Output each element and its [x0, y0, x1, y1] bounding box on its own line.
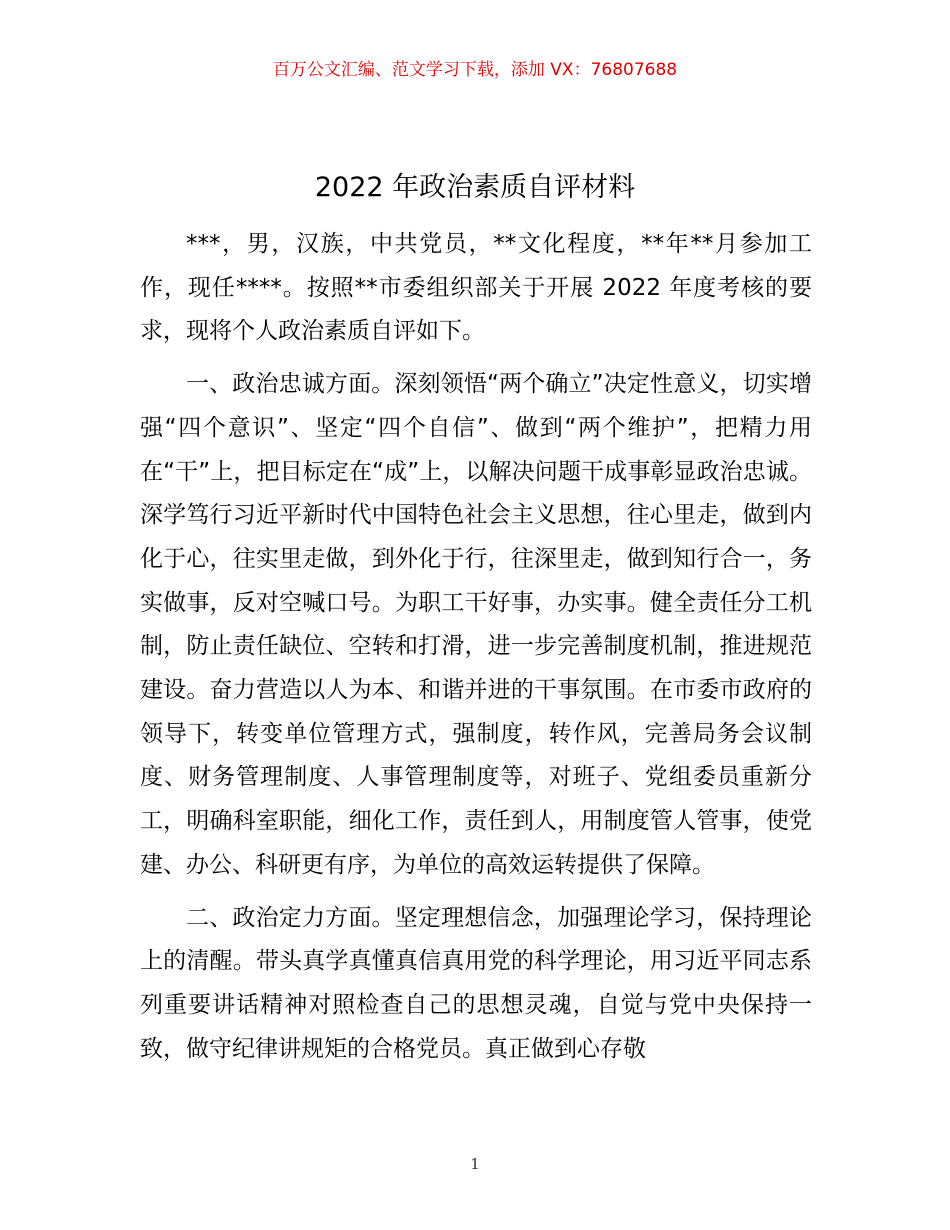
page-number: 1 [470, 1155, 480, 1173]
document-body [140, 223, 812, 1080]
header-watermark-note: 百万公文汇编、范文学习下载，添加 VX：76807688 [272, 60, 678, 80]
section-political-resolve: 二、政治定力方面。坚定理想信念，加强理论学习，保持理论上的清醒。带头真学真懂真信真用党的科学理论，用习近平同志系列重要讲话精神对照检查自己的思想灵魂，自觉与党中央保持一致，做守纪律讲规矩的合格党员。真正做到心存敬 [140, 904, 812, 1062]
section-political-loyalty: 一、政治忠诚方面。深刻领悟“两个确立”决定性意义，切实增强“四个意识”、坚定“四个自信”、做到“两个维护”，把精力用在“干”上，把目标定在“成”上，以解决问题干成事彰显政治忠诚。深学笃行习近平新时代中国特色社会主义思想，往心里走，做到内化于心，往实里走做，到外化于行，往深里走，做到知行合一，务实做事，反对空喊口号。为职工干好事，办实事。健全责任分工机制，防止责任缺位、空转和打滑，进一步完善制度机制，推进规范建设。奋力营造以人为本、和谐并进的干事氛围。在市委市政府的领导下，转变单位管理方式，强制度，转作风，完善局务会议制度、财务管理制度、人事管理制度等，对班子、党组委员重新分工，明确科室职能，细化工作，责任到人，用制度管人管事，使党建、办公、科研更有序，为单位的高效运转提供了保障。 [140, 371, 812, 878]
document-title: 2022 年政治素质自评材料 [314, 172, 636, 203]
intro-paragraph: ***，男，汉族，中共党员，**文化程度，**年**月参加工作，现任****。按照**市委组织部关于开展 2022 年度考核的要求，现将个人政治素质自评如下。 [140, 231, 812, 345]
